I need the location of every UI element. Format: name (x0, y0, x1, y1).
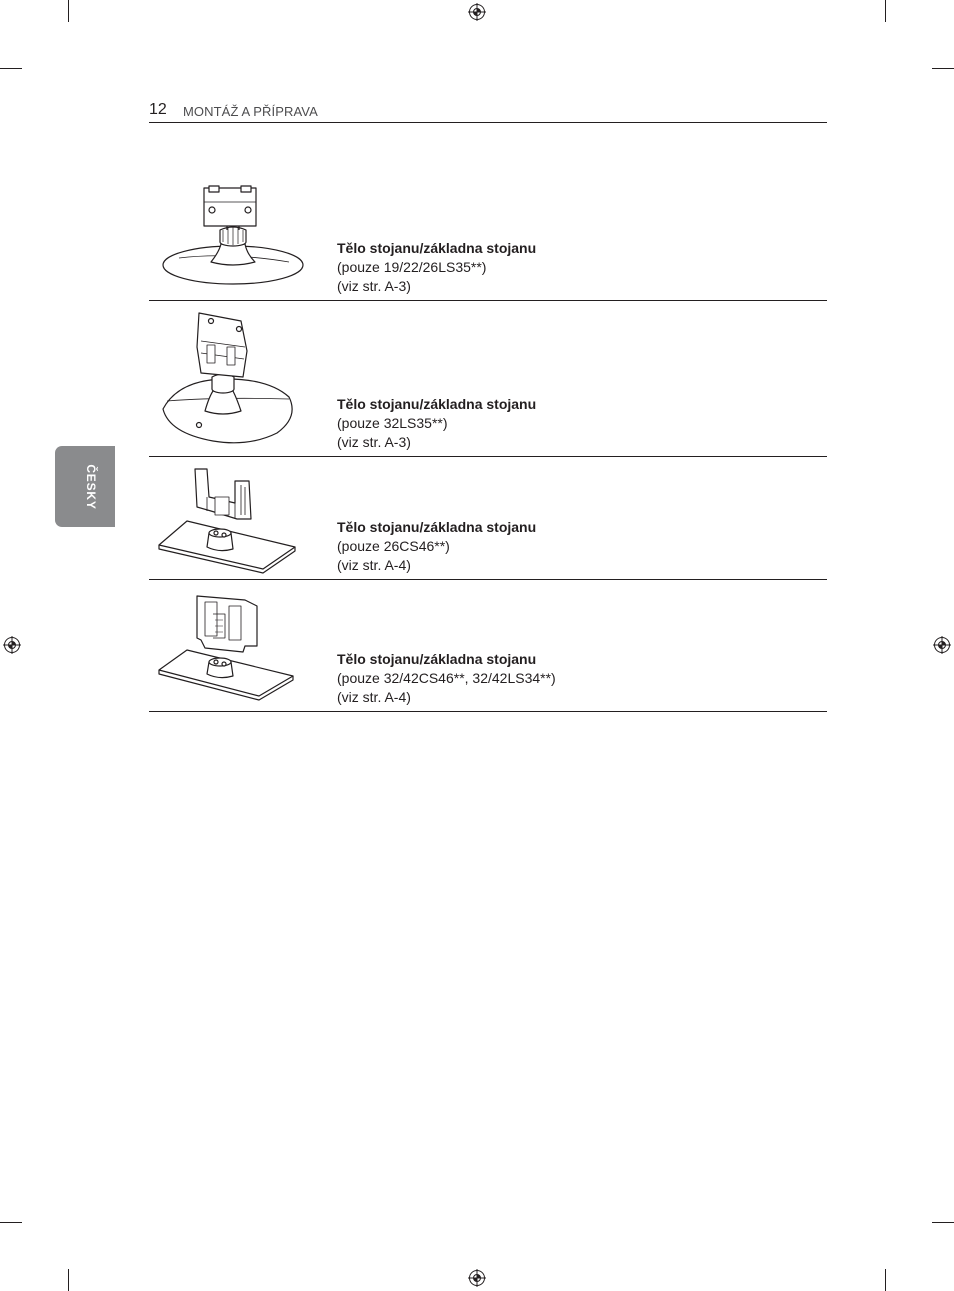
stand-item (149, 457, 827, 580)
crop-mark (68, 1269, 69, 1291)
crop-mark (885, 0, 886, 22)
stand-item (149, 580, 827, 712)
registration-mark-icon (3, 636, 21, 654)
item-name: Tělo stojanu/základna stojanu (337, 519, 537, 535)
item-models: (pouze 19/22/26LS35**) (337, 259, 487, 275)
item-models: (pouze 32LS35**) (337, 415, 448, 431)
item-text (337, 518, 536, 575)
item-reference: (viz str. A-3) (337, 434, 411, 450)
page-number: 12 (149, 101, 167, 118)
item-name: Tělo stojanu/základna stojanu (337, 651, 537, 667)
item-reference: (viz str. A-4) (337, 557, 411, 573)
round-base-stand-icon (149, 168, 329, 300)
large-rect-base-stand-icon (149, 580, 329, 711)
rect-base-stand-icon (149, 457, 329, 579)
crop-mark (885, 1269, 886, 1291)
registration-mark-icon (468, 1269, 486, 1287)
item-models: (pouze 32/42CS46**, 32/42LS34**) (337, 670, 556, 686)
language-tab (55, 446, 115, 527)
registration-mark-icon (468, 3, 486, 21)
crop-mark (932, 68, 954, 69)
oval-base-stand-icon (149, 301, 329, 456)
stand-item (149, 168, 827, 301)
language-label: ČESKY (84, 464, 98, 510)
page-header (149, 101, 827, 123)
crop-mark (0, 68, 22, 69)
item-name: Tělo stojanu/základna stojanu (337, 240, 537, 256)
section-title: MONTÁŽ A PŘÍPRAVA (183, 104, 318, 119)
item-reference: (viz str. A-4) (337, 689, 411, 705)
item-text (337, 239, 536, 296)
item-reference: (viz str. A-3) (337, 278, 411, 294)
item-text (337, 395, 536, 452)
item-name: Tělo stojanu/základna stojanu (337, 396, 537, 412)
crop-mark (932, 1222, 954, 1223)
crop-mark (68, 0, 69, 22)
stand-item (149, 301, 827, 457)
item-text (337, 650, 556, 707)
registration-mark-icon (933, 636, 951, 654)
item-models: (pouze 26CS46**) (337, 538, 450, 554)
crop-mark (0, 1222, 22, 1223)
